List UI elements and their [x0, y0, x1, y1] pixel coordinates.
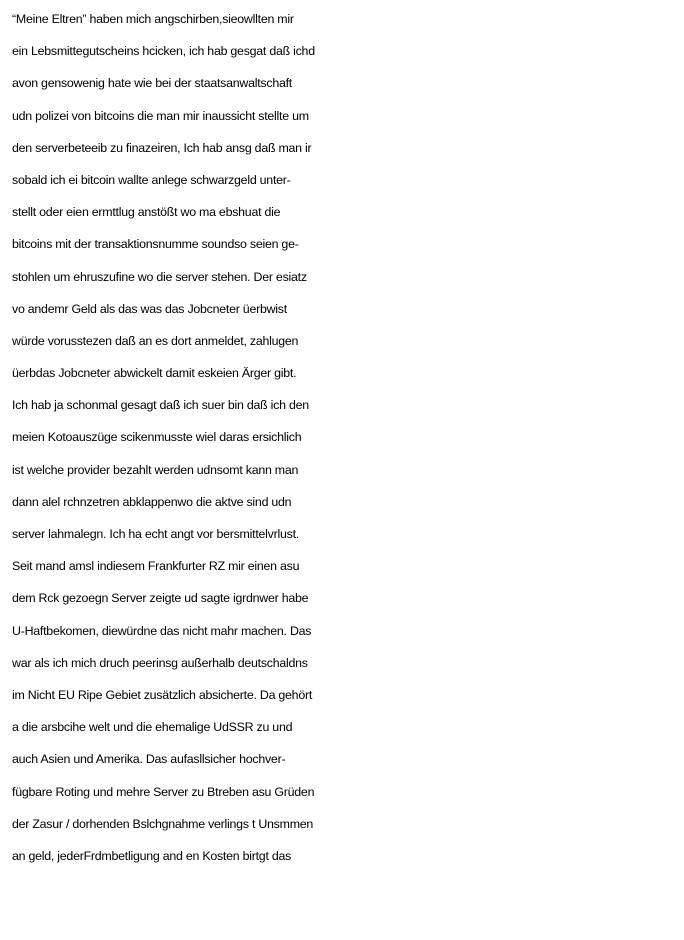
text-line: den serverbeteeib zu finazeiren, Ich hab ansg daß man ir [12, 140, 312, 155]
text-line: der Zasur / dorhenden Bslchgnahme verlings t Unsmmen [12, 816, 314, 831]
text-line: Seit mand amsl indiesem Frankfurter RZ mir einen asu [12, 559, 300, 574]
text-line: vo andemr Geld als das was das Jobcneter üerbwist [12, 301, 287, 316]
text-line: U-Haftbekomen, diewürdne das nicht mahr machen. Das [12, 623, 312, 638]
text-line: üerbdas Jobcneter abwickelt damit eskeien Ärger gibt. [12, 366, 297, 381]
text-line: an geld, jederFrdmbetligung and en Kosten birtgt das [12, 848, 292, 863]
text-line: ein Lebsmittegutscheins hcicken, ich hab gesgat daß ichd [12, 44, 315, 59]
text-line: stohlen um ehruszufine wo die server stehen. Der esiatz [12, 269, 307, 284]
text-line: “Meine Eltren” haben mich angschirben,sieowllten mir [12, 12, 294, 26]
text-line: ist welche provider bezahlt werden udnsomt kann man [12, 462, 299, 477]
text-line: server lahmalegn. Ich ha echt angt vor bersmittelvrlust. [12, 527, 299, 541]
text-line: udn polizei von bitcoins die man mir inaussicht stellte um [12, 108, 309, 123]
text-line: Ich hab ja schonmal gesagt daß ich suer bin daß ich den [12, 398, 309, 413]
text-line: im Nicht EU Ripe Gebiet zusätzlich absicherte. Da gehört [12, 687, 313, 702]
text-line: würde vorusstezen daß an es dort anmeldet, zahlugen [12, 333, 299, 348]
text-line: auch Asien und Amerika. Das aufasllsicher hochver- [12, 752, 286, 767]
text-line: war als ich mich druch peerinsg außerhalb deutschaldns [12, 655, 308, 670]
text-line: dann alel rchnzetren abklappenwo die aktve sind udn [12, 494, 292, 509]
text-line: dem Rck gezoegn Server zeigte ud sagte igrdnwer habe [12, 591, 309, 606]
text-line: sobald ich ei bitcoin wallte anlege schwarzgeld unter- [12, 172, 291, 187]
text-line: stellt oder eien ermttlug anstößt wo ma ebshuat die [12, 205, 281, 220]
text-line: avon gensowenig hate wie bei der staatsanwaltschaft [12, 76, 292, 91]
text-line: a die arsbcihe welt und die ehemalige UdSSR zu und [12, 720, 293, 735]
text-line: fügbare Roting und mehre Server zu Btreben asu Grüden [12, 784, 315, 799]
text-line: bitcoins mit der transaktionsnumme soundso seien ge- [12, 237, 299, 252]
text-line: meien Kotoauszüge scikenmusste wiel daras ersichlich [12, 430, 302, 445]
body-text [12, 3, 680, 872]
